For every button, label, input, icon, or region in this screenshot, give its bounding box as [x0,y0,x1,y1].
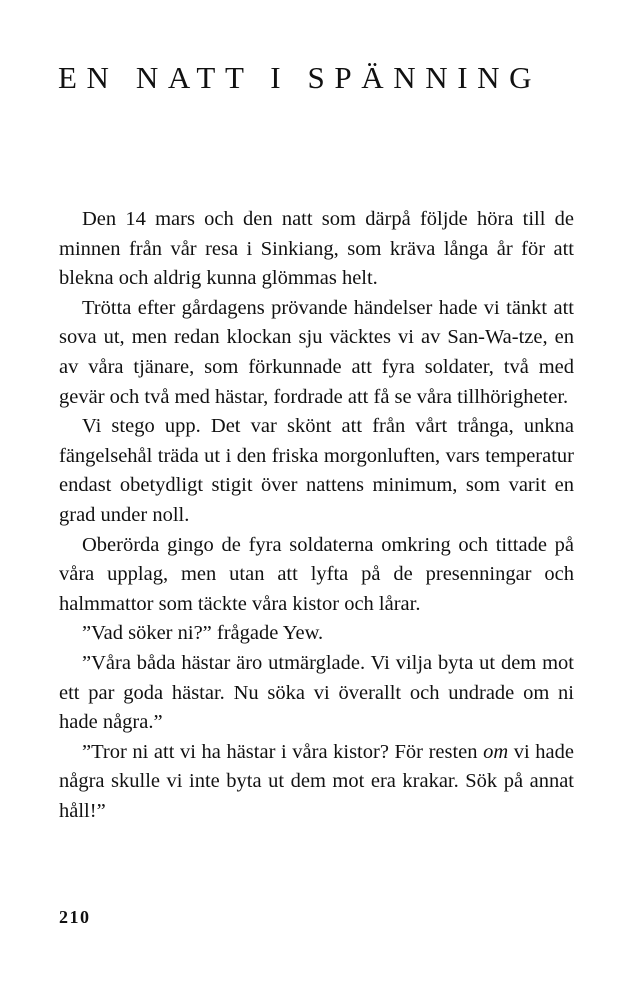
paragraph: Oberörda gingo de fyra soldaterna omkring och tittade på våra upplag, men utan att lyfta på de presenningar och halmmattor som täckte våra kistor och lårar. [59,533,574,615]
paragraph: ”Våra båda hästar äro utmärglade. Vi vilja byta ut dem mot ett par goda hästar. Nu söka vi överallt och undrade om ni hade några.” [59,651,574,734]
paragraph-text: ”Tror ni att vi ha hästar i våra kistor? För resten [82,740,484,763]
paragraph [59,738,574,827]
paragraph-text: vi hade några skulle vi inte byta ut dem mot era krakar. Sök på annat håll!” [59,740,575,822]
body-text [59,205,574,826]
emphasis-text: om [483,740,509,763]
paragraph: Trötta efter gårdagens prövande händelser hade vi tänkt att sova ut, men redan klockan sju väcktes vi av San-Wa-tze, en av våra tjänare, som förkunnade att fyra soldater, två med gevär och två med hästar, fordrade att få se våra tillhörigheter. [59,296,574,408]
paragraph: ”Vad söker ni?” frågade Yew. [82,622,324,645]
paragraph: Den 14 mars och den natt som därpå följde höra till de minnen från vår resa i Sinkiang, som kräva långa år för att blekna och aldrig kunna glömmas helt. [59,208,574,290]
page-number: 210 [59,907,91,927]
chapter-title: EN NATT I SPÄNNING [58,60,542,95]
paragraph: Vi stego upp. Det var skönt att från vårt trånga, unkna fängelsehål träda ut i den friska morgonluften, vars temperatur endast obetydligt stigit över nattens minimum, som varit en grad under noll. [59,415,574,526]
